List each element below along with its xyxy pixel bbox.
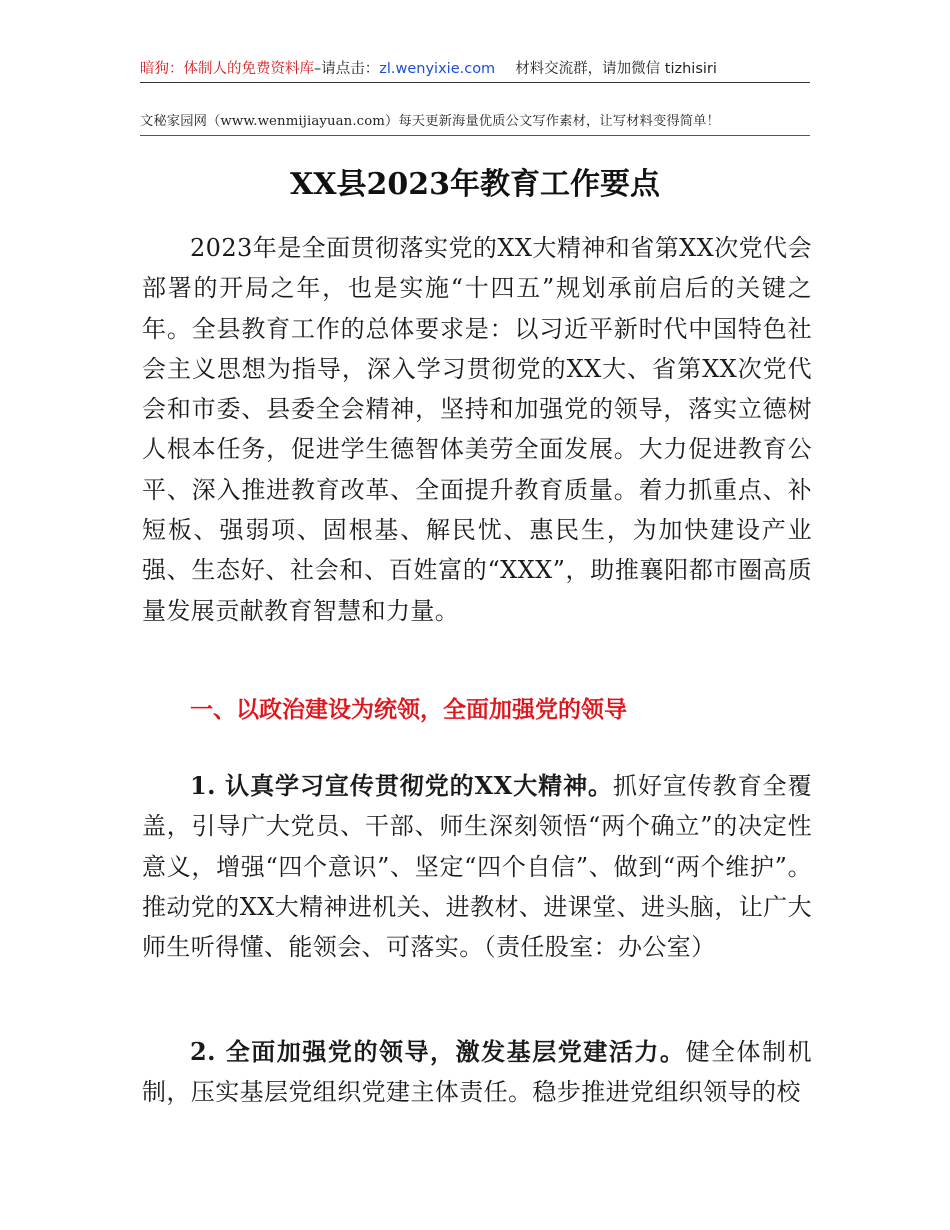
item-body: 抓好宣传教育全覆盖，引导广大党员、干部、师生深刻领悟“两个确立”的决定性意义，增强“四个意识”、坚定“四个自信”、做到“两个维护”。推动党的XX大精神进机关、进教材、进课堂、进头脑，让广大师生听得懂、能领会、可落实。（责任股室：办公室） xyxy=(142,772,812,962)
header-banner xyxy=(140,57,810,81)
contact-text: 材料交流群，请加微信 tizhisiri xyxy=(515,61,717,77)
intro-paragraph: 2023年是全面贯彻落实党的XX大精神和省第XX次党代会部署的开局之年，也是实施“十四五”规划承前启后的关键之年。全县教育工作的总体要求是：以习近平新时代中国特色社会主义思想为指导，深入学习贯彻党的XX大、省第XX次党代会和市委、县委全会精神，坚持和加强党的领导，落实立德树人根本任务，促进学生德智体美劳全面发展。大力促进教育公平、深入推进教育改革、全面提升教育质量。着力抓重点、补短板、强弱项、固根基、解民忧、惠民生，为加快建设产业强、生态好、社会和、百姓富的“XXX”，助推襄阳都市圈高质量发展贡献教育智慧和力量。 xyxy=(142,234,812,625)
site-notice: 文秘家园网（www.wenmijiayuan.com）每天更新海量优质公文写作素材，让写材料变得简单！ xyxy=(140,114,720,129)
site-notice-divider xyxy=(140,135,810,136)
item-lead: 1. 认真学习宣传贯彻党的XX大精神。 xyxy=(190,771,613,800)
banner-divider xyxy=(140,82,810,83)
section-heading-1: 一、以政治建设为统领，全面加强党的领导 xyxy=(190,697,627,723)
page-title: XX县2023年教育工作要点 xyxy=(289,167,661,202)
click-label: –请点击： xyxy=(314,61,380,77)
promo-text[interactable]: 暗狗：体制人的免费资料库 xyxy=(140,61,314,77)
item-body: 健全体制机制，压实基层党组织党建主体责任。稳步推进党组织领导的校 xyxy=(142,1038,813,1107)
item-lead: 2. 全面加强党的领导，激发基层党建活力。 xyxy=(190,1037,686,1066)
list-item xyxy=(142,1032,812,1113)
list-item xyxy=(142,766,812,967)
website-link[interactable]: zl.wenyixie.com xyxy=(379,61,496,77)
